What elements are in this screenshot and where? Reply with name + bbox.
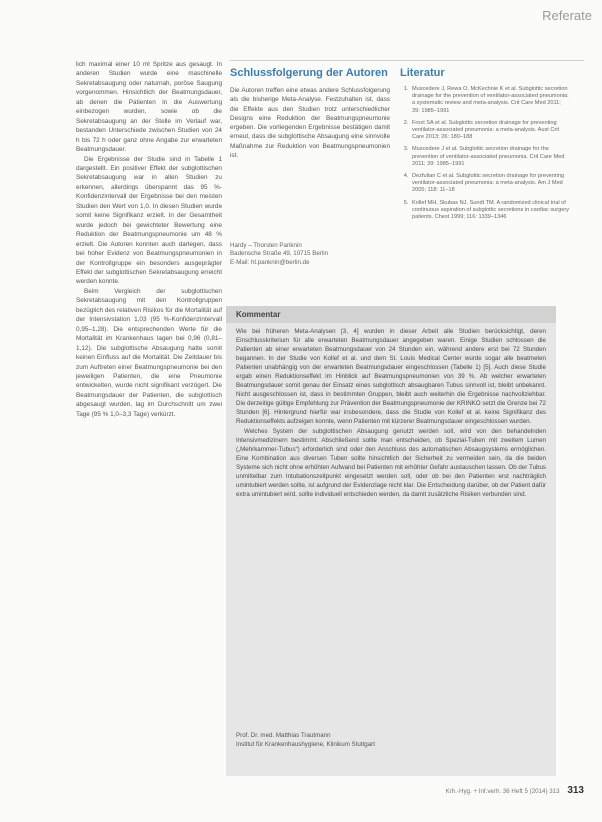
comment-heading: Kommentar: [226, 306, 556, 323]
literature-heading: Literatur: [400, 67, 445, 79]
comment-box: [226, 306, 556, 776]
conclusion-text: Die Autoren treffen eine etwas andere Schlussfolgerung als die bisherige Meta-Analyse. Festzuhalten ist, dass die Effekte aus den Studien trotz unterschiedlicher Designs eine Reduktion der Beatmungspneumonie ergeben. Die vorliegenden Ergebnisse bestätigen damit erneut, dass die subglottische Absaugung eine sinnvolle Maßnahme zur Reduktion von Beatmungspneumonien ist.: [230, 87, 390, 160]
signature-name: Prof. Dr. med. Matthias Trautmann: [236, 732, 331, 739]
left-paragraph: lich maximal einer 10 ml Spritze aus gesaugt. In anderen Studien wurde eine maschinelle Sekretabsaugung oder naturnah, poröse Saugung vorgenommen. Hinsichtlich der Beatmungsdauer, ab denen die Patienten in die Auswertung einbezogen wurden, sowie ob die Sekretabsaugung an der Stelle im Verlauf war, bestanden Unterschiede zwischen Studien von 24 h bis 72 h oder ganz ohne Angabe zur erwarteten Beatmungsdauer.: [76, 61, 222, 154]
author-email: E-Mail: ht.panknin@berlin.de: [230, 258, 310, 266]
left-paragraph: Die Ergebnisse der Studie sind in Tabelle 1 dargestellt. Ein positiver Effekt der subglottischen Sekretabsaugung war in allen Studien zu erkennen, allerdings überspannt das 95 %-Konfidenzintervall der Ergebnisse bei den meisten Studien den Wert von 1,0. In diesen Studien wurde somit keine Signifikanz erzielt. In der Gesamtheit wurde jedoch bei gewichteter Bewertung eine Reduktion der Beatmungspneumonie um 48 % erzielt. Die Autoren konnten auch darlegen, dass bei hoher Evidenz von Beatmungspneumonien in der Kontrollgruppe ein besonders ausgeprägter Effekt der subglottischen Sekretabsaugung erreicht werden konnte.: [76, 155, 222, 286]
top-divider: [230, 60, 584, 61]
author-name: Hardy – Thorsten Panknin: [230, 242, 302, 249]
comment-paragraph: Wie bei früheren Meta-Analysen [3, 4] wurden in dieser Arbeit alle Studien berücksichtigt, deren Einschlusskriterium für alle erwarteten Beatmungsdauer angegeben waren. Einige Studien schlossen die Patienten ab einer erwarteten Beatmungsdauer von 24 Stunden ein, während andere erst bei 72 Stunden begannen. In der Studie von Kollef et al. und dem St. Louis Medical Center wurde sogar alle beatmeten Patienten unabhängig von der erwarteten Beatmungsdauer eingeschlossen (Tabelle 1) [5]. Auch diese Studie ergab einen Reduktionseffekt im Hinblick auf Beatmungspneumonien von 39 %. Ab welcher erwarteten Beatmungsdauer somit genau der Einsatz eines subglottisch absaugbaren Tubus sinnvoll ist, bleibt unbekannt. Nicht ausgeschlossen ist, dass in bestimmten Gruppen, bleibt auch weiterhin die Ergebnisse nachvollziehbar. Die derzeitige gültige Empfehlung zur Prävention der Beatmungspneumonie der KRINKO setzt die Grenze bei 72 Stunden [6]. Hintergrund hierfür war insbesondere, dass die Studie von Kollef et al. keine Signifikanz des Reduktionseffekts aufzeigen konnte, wenn Patienten mit kürzerer Beatmungsdauer eingeschlossen wurden.: [236, 328, 546, 426]
reference-item: 3. Muscedere J et al. Subglottic secretion drainage for the prevention of ventilator-associated pneumonia. Crit Care Med 2011; 39: 1985–1991: [410, 146, 570, 168]
comment-body: [226, 323, 556, 499]
reference-item: 5. Kollef MH, Skubas NJ, Sundt TM. A randomized clinical trial of continuous aspiration of subglottic secretions in cardiac surgery patients. Chest 1999; 116: 1339–1346: [410, 200, 570, 222]
journal-citation: Krh.-Hyg. + Inf.verh. 36 Heft 5 (2014) 313: [445, 788, 560, 795]
conclusion-heading: Schlussfolgerung der Autoren: [230, 67, 388, 79]
reference-item: 1. Muscedere J, Rewa O, McKechnie K et al. Subglottic secretion drainage for the prevention of ventilator-associated pneumonia: a systematic review and meta-analysis. Crit Care Med 2011; 39: 1985–1991: [410, 86, 570, 115]
section-header: Referate: [542, 8, 592, 23]
reference-item: 2. Frost SA et al. Subglottic secretion drainage for preventing ventilator-associated pneumonia: a meta-analysis. Aust Crit Care 2013; 26: 180–188: [410, 120, 570, 142]
left-column: [76, 60, 222, 419]
reference-list: [400, 86, 570, 221]
reference-item: 4. Dezfulian C et al. Subglottic secretion drainage for preventing ventilator-associated pneumonia: a meta-analysis. Am J Med 2005; 118: 11–18: [410, 173, 570, 195]
signature-institution: Institut für Krankenhaushygiene, Klinikum Stuttgart: [236, 740, 375, 748]
left-paragraph: Beim Vergleich der subglottischen Sekretabsaugung mit den Kontrollgruppen bezüglich des relativen Risikos für die Mortalität auf der Intensivstation 1,03 (95 %-Konfidenzintervall 0,95–1,28). Die entsprechenden Werte für die Mortalität im Krankenhaus lagen bei 0,96 (0,81–1,12). Die subglottische Absaugung hatte somit keinen Einfluss auf die Mortalität. Die Zeitdauer bis zum Auftreten einer Beatmungspneumonie bei den jeweiligen Patienten, die eine Pneumonie entwickelten, wurde nicht signifikant verzögert. Die Beatmungsdauer der Patienten, die subglottisch abgesaugt wurden, lag im Durchschnitt um zwei Tage (95 % 1,0–3,3 Tage) verkürzt.: [76, 287, 222, 418]
author-address: Badensche Straße 49, 10715 Berlin: [230, 250, 329, 258]
conclusion-section: [230, 66, 390, 160]
comment-paragraph: Welches System der subglottischen Absaugung genutzt werden soll, wird von den behandelnden Intensivmedizinern bestimmt. Abschließend sollte man entscheiden, ob Spezial-Tuben mit zweitem Lumen („Mehrkammer-Tubus“) erforderlich sind oder den Anschluss des automatischen Absaugsystems ermöglichen. Eine Kombination aus diversen Tuben sollte hinsichtlich der Sicherheit zu vermeiden sein, da die beiden Systeme sich nicht ohne erhöhten Aufwand bei Patienten mit erhöhter Gefahr austauschen lassen. Ob der Tubus unmittelbar zum Intubationszeitpunkt eingesetzt werden soll, oder ob bei den Patienten erst nachträglich umintubiert werden sollte, ist aufgrund der Evidenzlage nicht klar. Die Entscheidung darüber, ob der Patient dafür extra umintubiert wird, sollte individuell entschieden werden, da damit zusätzliche Risiken verbunden sind.: [236, 427, 546, 498]
page-number: 313: [567, 785, 584, 796]
literature-section: [400, 66, 570, 226]
comment-signature: [236, 732, 375, 749]
page-footer: [446, 785, 584, 796]
author-block: [230, 242, 390, 267]
